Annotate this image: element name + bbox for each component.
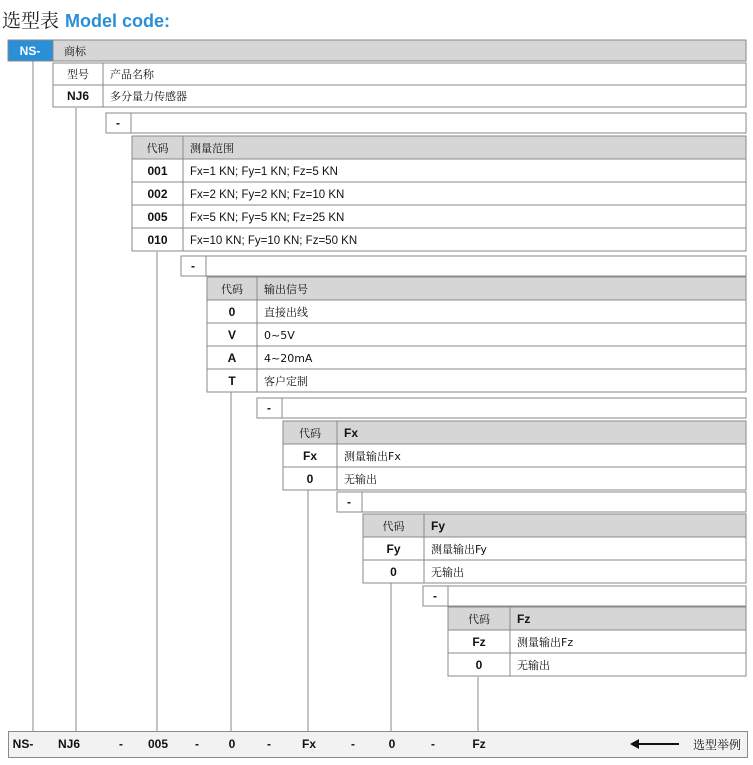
fy-dash: - [347,495,351,509]
prefix-code: NS- [19,44,41,58]
fz-row-code: Fz [472,635,486,649]
fz-row [448,630,746,653]
output-dash-row [181,256,746,276]
fy-header-code: 代码 [382,520,405,533]
example-code: 0 [388,737,396,751]
fz-row-desc: 无输出 [517,659,550,672]
output-row-desc: 4~20mA [264,352,313,365]
output-row-code: V [227,328,237,342]
model-header-row [53,63,746,85]
model-row-desc: 多分量力传感器 [110,90,187,103]
model-header-code: 型号 [67,68,89,81]
range-dash: - [116,116,120,130]
output-dash: - [191,259,195,273]
range-row-code: 010 [147,233,168,247]
fx-row-code: Fx [302,449,318,463]
example-code: 005 [147,737,169,751]
example-code: 0 [228,737,236,751]
range-row-code: 002 [147,187,168,201]
range-dash-row [106,113,746,133]
fx-header-desc: Fx [344,426,359,440]
fy-row [363,537,746,560]
example-separator: - [119,737,123,751]
range-header-desc: 测量范围 [190,142,234,155]
range-header-code: 代码 [146,142,169,155]
fy-row-code: Fy [386,542,401,556]
code-tables [8,40,746,676]
fx-dash: - [267,401,271,415]
fy-header-desc: Fy [431,519,446,533]
fz-row-code: 0 [475,658,483,672]
example-code: Fz [472,737,486,751]
fx-row-desc: 无输出 [344,473,377,486]
example-separator: - [351,737,355,751]
output-row-code: 0 [228,305,236,319]
model-header-desc: 产品名称 [110,68,154,81]
example-separator: - [267,737,271,751]
fz-row-desc: 测量输出Fz [517,636,574,649]
example-bar [8,731,748,758]
fy-row [363,560,746,583]
range-row-code: 001 [147,164,168,178]
title-english: Model code: [65,11,171,31]
output-header-code: 代码 [221,283,243,296]
fy-dash-row [337,492,746,512]
output-row-desc: 直接出线 [264,306,308,319]
output-header-desc: 输出信号 [264,283,308,296]
fz-header-row [448,607,746,630]
output-row-desc: 0~5V [264,329,295,342]
example-code: NJ6 [57,737,81,751]
range-row-desc: Fx=5 KN; Fy=5 KN; Fz=25 KN [190,212,345,224]
fy-row-desc: 测量输出Fy [431,543,487,556]
fx-header-code: 代码 [299,427,321,440]
fz-dash: - [433,589,437,603]
brand-header-cell [53,40,746,61]
output-row-code: A [227,351,237,365]
fz-row [448,653,746,676]
model-row-code: NJ6 [66,89,90,103]
fy-row-desc: 无输出 [431,566,464,579]
fz-dash-row [423,586,746,606]
fx-row-desc: 测量输出Fx [344,450,401,463]
fx-row-code: 0 [306,472,314,486]
arrow-line [635,743,679,745]
fy-row-code: 0 [390,565,397,579]
range-row-code: 005 [147,210,168,224]
range-row-desc: Fx=1 KN; Fy=1 KN; Fz=5 KN [190,166,338,178]
example-separator: - [195,737,199,751]
fz-header-code: 代码 [468,613,490,626]
brand-label: 商标 [64,45,86,58]
example-code: NS- [12,737,34,751]
fy-header-row [363,514,746,537]
output-row-code: T [228,374,236,388]
example-separator: - [431,737,435,751]
example-code: Fx [301,737,317,751]
fz-header-desc: Fz [517,612,531,626]
output-row-desc: 客户定制 [264,375,308,388]
range-row-desc: Fx=2 KN; Fy=2 KN; Fz=10 KN [190,189,345,201]
fx-dash-row [257,398,746,418]
example-label: 选型举例 [692,738,741,752]
range-row-desc: Fx=10 KN; Fy=10 KN; Fz=50 KN [190,235,358,247]
title-chinese: 选型表 [2,10,60,32]
